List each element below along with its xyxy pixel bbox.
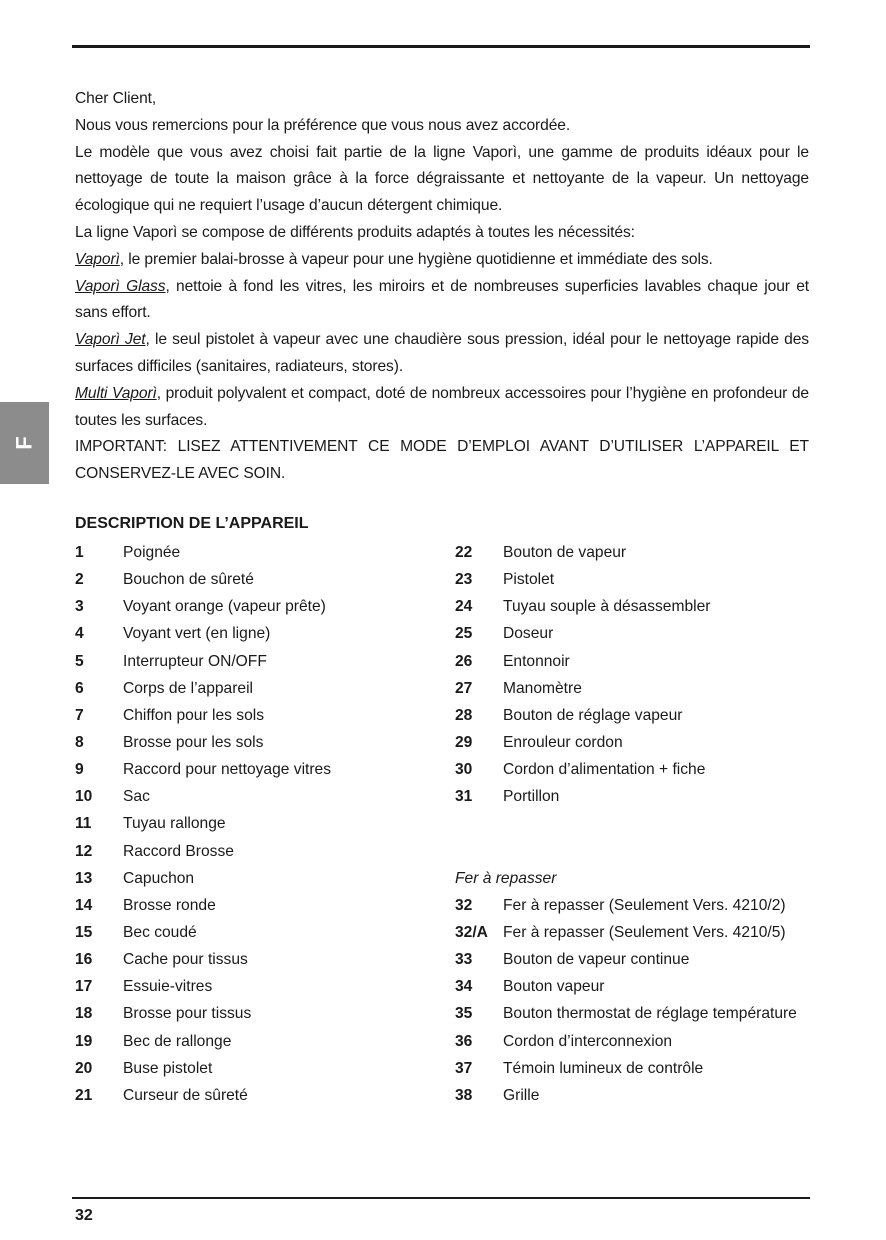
part-number: 24 — [455, 598, 473, 616]
language-tab — [0, 402, 49, 484]
part-item — [75, 892, 435, 919]
part-label: Capuchon — [123, 869, 195, 887]
part-item — [75, 593, 435, 620]
part-item — [455, 1000, 815, 1027]
language-tab-letter: F — [11, 436, 37, 450]
part-label: Chiffon pour les sols — [123, 706, 264, 724]
product-vapori — [75, 247, 809, 274]
part-number: 8 — [75, 733, 84, 751]
part-number: 37 — [455, 1059, 473, 1077]
part-label: Brosse ronde — [123, 896, 216, 914]
part-number: 27 — [455, 679, 473, 697]
greeting: Cher Client, — [75, 90, 157, 107]
part-label: Bouton de vapeur — [503, 544, 627, 561]
part-label: Poignée — [123, 544, 181, 561]
part-item — [75, 675, 435, 702]
part-label: Buse pistolet — [123, 1059, 213, 1077]
part-item — [455, 648, 815, 675]
part-item — [75, 783, 435, 810]
part-item — [75, 729, 435, 756]
part-item — [455, 620, 815, 647]
part-label: Voyant vert (en ligne) — [123, 625, 271, 643]
part-item — [455, 892, 815, 919]
bottom-rule — [72, 1197, 810, 1199]
product-desc: , nettoie à fond les vitres, les miroirs et de nombreuses superficies lavables chaque jour et sans effort. — [75, 277, 809, 322]
top-rule — [72, 45, 810, 48]
parts-list-right-main — [455, 539, 815, 810]
part-number: 11 — [75, 815, 92, 833]
part-number: 31 — [455, 788, 473, 806]
part-item — [75, 648, 435, 675]
part-number: 1 — [75, 544, 84, 561]
part-number: 32/A — [455, 923, 488, 941]
part-number: 23 — [455, 571, 473, 589]
list-spacer — [455, 810, 815, 864]
product-desc: , le seul pistolet à vapeur avec une chaudière sous pression, idéal pour le nettoyage rapide des surfaces difficiles (sanitaires, radiateurs, stores). — [75, 331, 809, 375]
product-name: Vaporì Jet — [75, 331, 146, 349]
part-number: 16 — [75, 951, 93, 969]
part-number: 12 — [75, 842, 93, 860]
part-item — [75, 865, 435, 892]
part-number: 17 — [75, 978, 93, 996]
part-item — [75, 756, 435, 783]
part-label: Portillon — [503, 788, 560, 806]
product-name: Multi Vaporì — [75, 384, 157, 402]
part-number: 22 — [455, 544, 473, 561]
part-item — [455, 1055, 815, 1082]
part-number: 15 — [75, 923, 93, 941]
part-label: Brosse pour tissus — [123, 1005, 252, 1023]
part-number: 5 — [75, 652, 84, 670]
part-label: Brosse pour les sols — [123, 733, 264, 751]
part-number: 2 — [75, 571, 84, 589]
part-item — [75, 1082, 435, 1109]
part-label: Pistolet — [503, 571, 555, 589]
part-label: Bouton de réglage vapeur — [503, 706, 683, 724]
part-item — [455, 973, 815, 1000]
part-number: 21 — [75, 1086, 93, 1104]
part-number: 20 — [75, 1059, 93, 1077]
part-item — [75, 620, 435, 647]
part-label: Bouton thermostat de réglage température — [503, 1005, 797, 1023]
part-number: 35 — [455, 1005, 473, 1023]
part-number: 36 — [455, 1032, 473, 1050]
iron-heading: Fer à repasser — [455, 869, 557, 887]
part-label: Voyant orange (vapeur prête) — [123, 598, 326, 616]
part-item — [75, 838, 435, 865]
part-label: Cache pour tissus — [123, 951, 248, 969]
line-intro: La ligne Vaporì se compose de différents produits adaptés à toutes les nécessités: — [75, 223, 635, 241]
part-item — [455, 729, 815, 756]
part-label: Tuyau souple à désassembler — [503, 598, 711, 616]
product-desc: , le premier balai-brosse à vapeur pour une hygiène quotidienne et immédiate des sols. — [119, 250, 713, 268]
parts-list-right — [455, 539, 815, 1109]
part-item — [455, 593, 815, 620]
product-vapori-jet — [75, 327, 809, 381]
product-desc: , produit polyvalent et compact, doté de nombreux accessoires pour l’hygiène en profondeur de toutes les surfaces. — [75, 384, 809, 429]
part-label: Entonnoir — [503, 652, 570, 670]
part-item — [75, 702, 435, 729]
part-number: 7 — [75, 706, 84, 724]
iron-parts-list — [455, 892, 815, 1109]
part-item — [75, 1000, 435, 1027]
part-item — [455, 919, 815, 946]
part-item — [75, 973, 435, 1000]
part-item — [455, 566, 815, 593]
part-label: Bec de rallonge — [123, 1032, 232, 1050]
part-label: Bec coudé — [123, 923, 197, 941]
part-number: 9 — [75, 761, 84, 779]
part-label: Fer à repasser (Seulement Vers. 4210/2) — [503, 896, 786, 914]
part-number: 6 — [75, 679, 84, 697]
part-label: Enrouleur cordon — [503, 733, 623, 751]
part-number: 38 — [455, 1086, 473, 1104]
part-item — [75, 539, 435, 566]
part-label: Corps de l’appareil — [123, 679, 254, 697]
product-name: Vaporì Glass — [75, 277, 166, 295]
part-label: Interrupteur ON/OFF — [123, 652, 267, 670]
part-label: Essuie-vitres — [123, 978, 213, 996]
part-label: Bouton de vapeur continue — [503, 951, 690, 969]
part-item — [75, 919, 435, 946]
thanks-paragraph: Nous vous remercions pour la préférence que vous nous avez accordée. — [75, 116, 571, 134]
part-label: Fer à repasser (Seulement Vers. 4210/5) — [503, 923, 786, 941]
page-number: 32 — [75, 1207, 93, 1224]
part-label: Sac — [123, 788, 150, 806]
part-number: 34 — [455, 978, 473, 996]
part-item — [75, 566, 435, 593]
part-item — [455, 783, 815, 810]
part-label: Manomètre — [503, 679, 582, 697]
part-number: 18 — [75, 1005, 93, 1023]
part-item — [455, 702, 815, 729]
part-label: Doseur — [503, 625, 554, 643]
part-number: 25 — [455, 625, 473, 643]
part-label: Raccord pour nettoyage vitres — [123, 761, 332, 779]
part-number: 32 — [455, 896, 473, 914]
part-number: 33 — [455, 951, 473, 969]
part-item — [455, 1028, 815, 1055]
part-label: Tuyau rallonge — [123, 815, 226, 833]
product-multi-vapori — [75, 381, 809, 435]
part-number: 13 — [75, 869, 93, 887]
part-number: 30 — [455, 761, 473, 779]
parts-list-left — [75, 539, 435, 1109]
part-label: Curseur de sûreté — [123, 1086, 248, 1104]
part-number: 19 — [75, 1032, 93, 1050]
part-number: 10 — [75, 788, 93, 806]
part-label: Raccord Brosse — [123, 842, 234, 860]
model-paragraph: Le modèle que vous avez choisi fait partie de la ligne Vaporì, une gamme de produits idéaux pour le nettoyage de toute la maison grâce à la force dégraissante et nettoyante de la vapeur. Un nettoyage écologique qui ne requiert l’usage d’aucun détergent chimique. — [75, 143, 809, 215]
part-label: Cordon d’alimentation + fiche — [503, 761, 706, 779]
part-item — [75, 946, 435, 973]
part-item — [455, 539, 815, 566]
product-name: Vaporì — [75, 250, 120, 268]
part-item — [455, 675, 815, 702]
product-vapori-glass — [75, 274, 809, 328]
part-item — [455, 946, 815, 973]
part-number: 14 — [75, 896, 93, 914]
part-label: Cordon d’interconnexion — [503, 1032, 673, 1050]
part-item — [75, 1028, 435, 1055]
part-item — [455, 1082, 815, 1109]
part-label: Bouchon de sûreté — [123, 571, 254, 589]
part-label: Témoin lumineux de contrôle — [503, 1059, 704, 1077]
part-item — [455, 756, 815, 783]
part-label: Grille — [503, 1086, 540, 1104]
part-item — [75, 810, 435, 837]
part-item — [75, 1055, 435, 1082]
part-number: 4 — [75, 625, 84, 643]
part-number: 28 — [455, 706, 473, 724]
part-label: Bouton vapeur — [503, 978, 605, 996]
part-number: 3 — [75, 598, 84, 616]
section-title: DESCRIPTION DE L’APPAREIL — [75, 515, 309, 532]
intro-text — [75, 86, 809, 488]
part-number: 26 — [455, 652, 473, 670]
part-number: 29 — [455, 733, 473, 751]
important-notice: IMPORTANT: LISEZ ATTENTIVEMENT CE MODE D’EMPLOI AVANT D’UTILISER L’APPAREIL ET CONSERVEZ-LE AVEC SOIN. — [75, 438, 809, 483]
